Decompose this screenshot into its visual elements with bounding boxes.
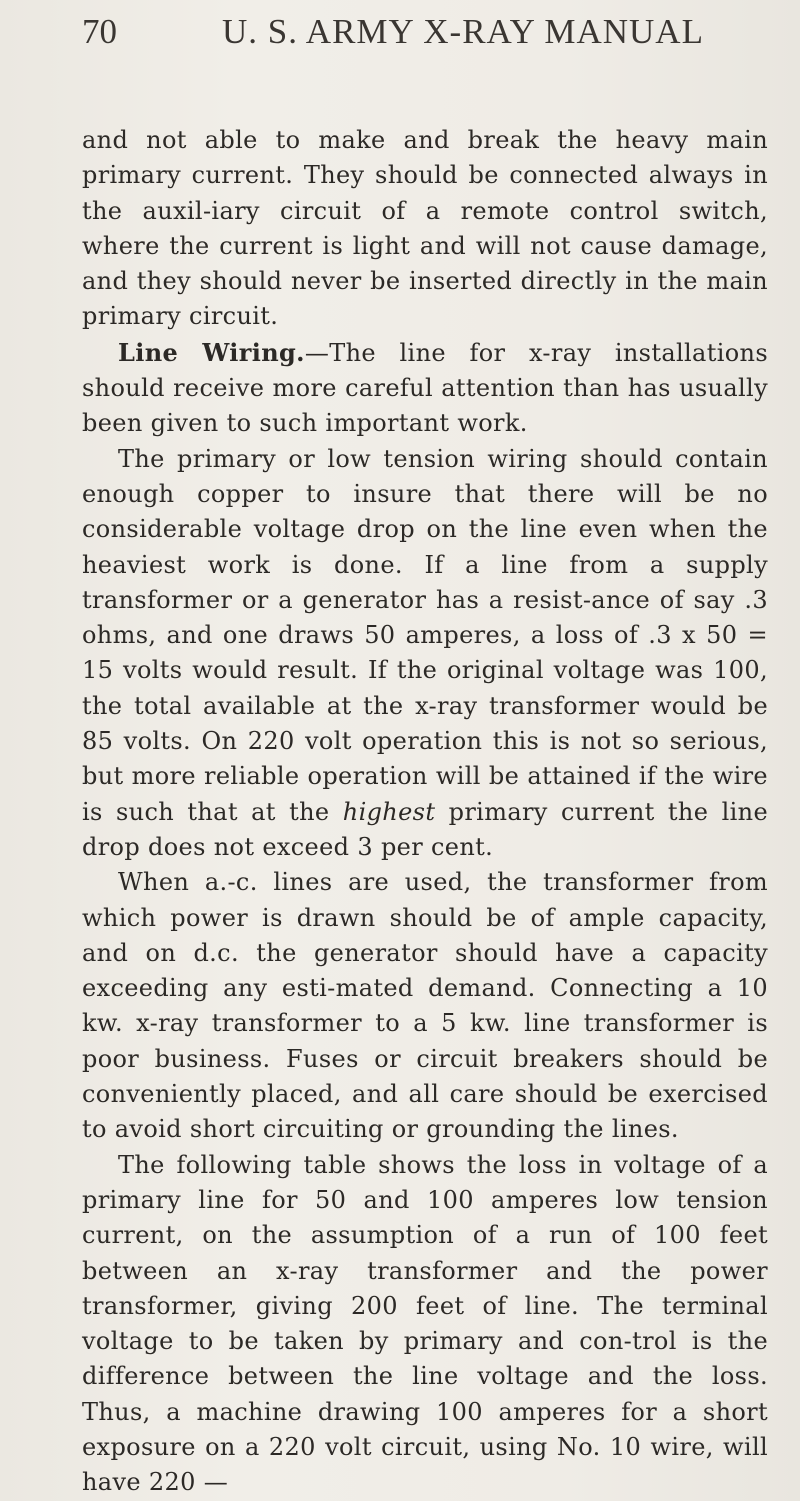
- page-header: [82, 12, 760, 62]
- paragraph-low-tension-text-before: The primary or low tension wiring should contain enough copper to insure that there will be no considerable voltage drop on the line even when the heaviest work is done. If a line from a supply transformer or a generator has a resist-ance of say .3 ohms, and one draws 50 amperes, a loss of .3 x 50 = 15 volts would result. If the original voltage was 100, the total available at the x-ray transformer would be 85 volts. On 220 volt operation this is not so serious, but more reliable operation will be attained if the wire is such that at the: [82, 444, 768, 826]
- paragraph-continuation: and not able to make and break the heavy main primary current. They should be connected always in the auxil-iary circuit of a remote control switch, where the current is light and will not cause damage, and they should never be inserted directly in the main primary circuit.: [82, 126, 768, 331]
- section-heading-line-wiring: Line Wiring.: [118, 337, 305, 367]
- body-text: [82, 123, 768, 1501]
- paragraph-low-tension-wiring: [82, 442, 768, 866]
- page-number: 70: [82, 12, 117, 51]
- paragraph-low-tension-text-after: primary current the line drop does not exceed 3 per cent.: [82, 797, 768, 861]
- emphasis-highest: highest: [342, 797, 436, 826]
- paragraph-voltage-table-intro: The following table shows the loss in voltage of a primary line for 50 and 100 amperes low tension current, on the assumption of a run of 100 feet between an x-ray transformer and the power transformer, giving 200 feet of line. The terminal voltage to be taken by primary and con-trol is the difference between the line voltage and the loss. Thus, a machine drawing 100 amperes for a short exposure on a 220 volt circuit, using No. 10 wire, will have 220 —: [82, 1150, 768, 1497]
- paragraph-ac-lines: When a.-c. lines are used, the transformer from which power is drawn should be of ample capacity, and on d.c. the generator should have a capacity exceeding any esti-mated demand. Connecting a 10 kw. x-ray transformer to a 5 kw. line transformer is poor business. Fuses or circuit breakers should be conveniently placed, and all care should be exercised to avoid short circuiting or grounding the lines.: [82, 868, 768, 1144]
- running-head: U. S. ARMY X-RAY MANUAL: [222, 12, 704, 51]
- paragraph-line-wiring: [82, 335, 768, 442]
- paragraph-line-wiring-text: —The line for x-ray installations should receive more careful attention than has usually been given to such important work.: [82, 338, 769, 438]
